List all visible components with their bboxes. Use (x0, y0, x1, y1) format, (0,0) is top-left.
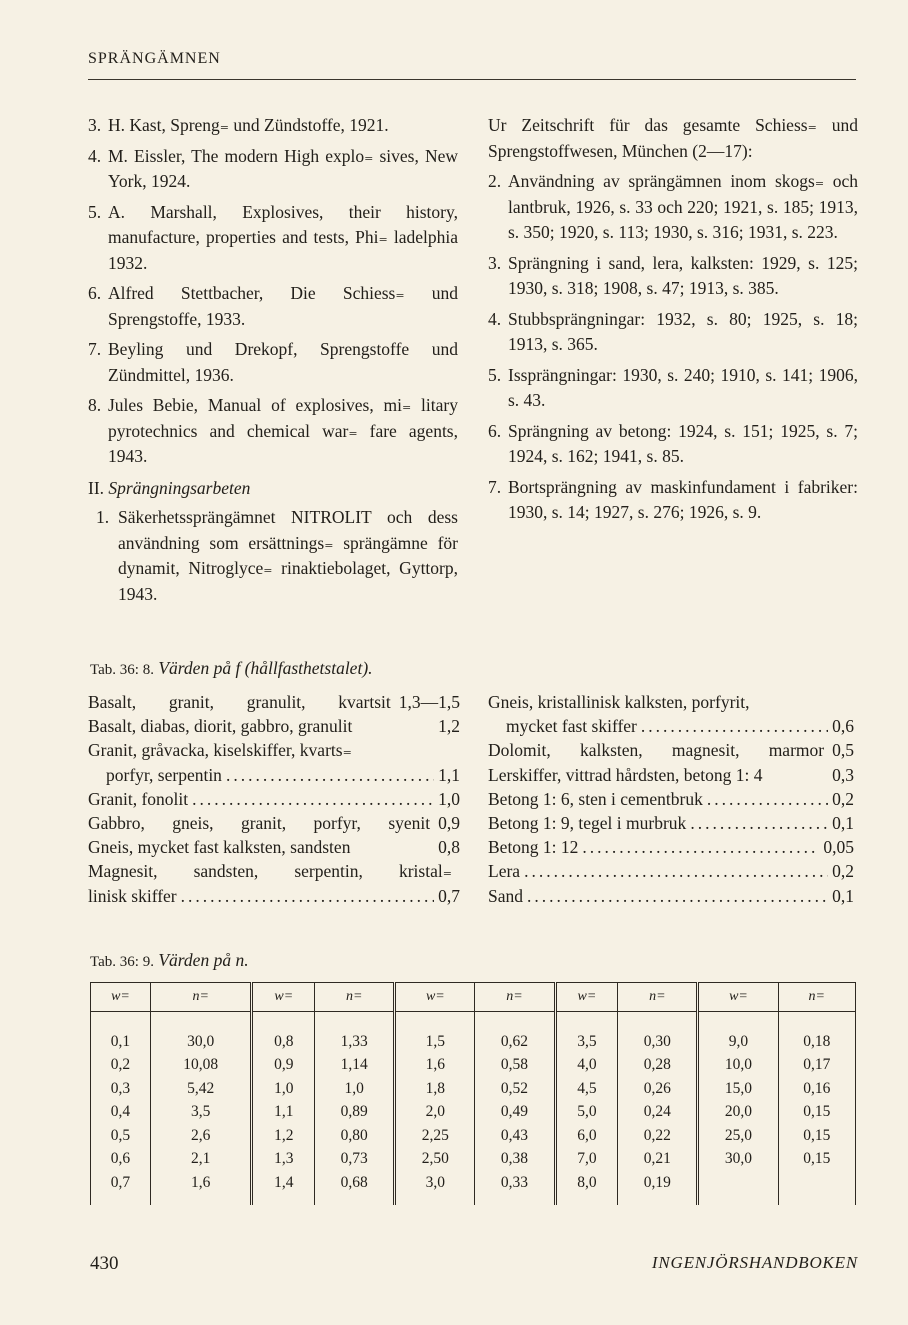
reference-item (488, 169, 858, 246)
w-column-header: w= (395, 983, 475, 1012)
reference-item (488, 251, 858, 302)
n-value: 2,1 (150, 1148, 251, 1172)
f-value: 0,1 (832, 813, 854, 834)
w-value: 1,0 (252, 1077, 315, 1101)
w-value: 0,7 (91, 1171, 151, 1205)
n-column-header: n= (315, 983, 395, 1012)
n-value: 0,68 (315, 1171, 395, 1205)
rock-type-label: Basalt, granit, granulit, kvartsit (88, 692, 391, 712)
n-value (778, 1171, 855, 1205)
reference-text: Alfred Stettbacher, Die Schiess₌ und Sprengstoffe, 1933. (108, 283, 458, 329)
table-9-row (91, 1148, 856, 1172)
w-value: 7,0 (555, 1148, 618, 1172)
reference-item (88, 505, 458, 607)
n-value: 0,28 (618, 1054, 698, 1078)
dot-leader (690, 811, 828, 835)
w-value: 2,0 (395, 1101, 475, 1125)
dot-leader (524, 859, 828, 883)
reference-text: Bortsprängning av maskinfundament i fabriker: 1930, s. 14; 1927, s. 276; 1926, s. 9. (508, 476, 858, 522)
reference-text: Sprängning av betong: 1924, s. 151; 1925, s. 7; 1924, s. 162; 1941, s. 85. (508, 420, 858, 466)
n-value: 0,15 (778, 1124, 855, 1148)
table-8-left-column (88, 690, 460, 908)
reference-number: 6. (488, 420, 502, 441)
rock-type-label: Betong 1: 12 (488, 837, 579, 858)
table-9-row (91, 1077, 856, 1101)
w-value: 10,0 (698, 1054, 778, 1078)
n-value: 0,33 (475, 1171, 555, 1205)
table-8-row (488, 714, 854, 738)
reference-text: Stubbsprängningar: 1932, s. 80; 1925, s. 18; 1913, s. 365. (508, 308, 858, 354)
w-value: 4,5 (555, 1077, 618, 1101)
reference-number: 3. (88, 115, 102, 135)
table-8-row (88, 690, 460, 714)
n-value: 0,19 (618, 1171, 698, 1205)
reference-number: 4. (488, 308, 502, 329)
n-value: 5,42 (150, 1077, 251, 1101)
reference-text: Jules Bebie, Manual of explosives, mi₌ litary pyrotechnics and chemical war₌ fare agents, 1943. (108, 395, 458, 466)
rock-type-label: Granit, fonolit (88, 788, 189, 809)
w-value (698, 1171, 778, 1205)
reference-text: Beyling und Drekopf, Sprengstoffe und Zündmittel, 1936. (108, 339, 458, 385)
n-value: 0,43 (475, 1124, 555, 1148)
table-8-row (488, 787, 854, 811)
n-value: 30,0 (150, 1012, 251, 1054)
table-8-row (88, 884, 460, 908)
f-value: 0,2 (832, 861, 854, 882)
reference-number: 5. (488, 364, 502, 385)
reference-item (488, 419, 858, 470)
reference-item (488, 307, 858, 358)
w-value: 0,9 (252, 1054, 315, 1078)
w-value: 0,4 (91, 1101, 151, 1125)
table-9-title: Värden på n. (158, 950, 249, 970)
w-value: 1,3 (252, 1148, 315, 1172)
f-value: 0,5 (832, 740, 854, 761)
table-8-row (88, 714, 460, 738)
book-title: INGENJÖRSHANDBOKEN (651, 1253, 858, 1272)
n-value: 0,16 (778, 1077, 855, 1101)
section-number: II. (88, 477, 105, 498)
rock-type-label: porfyr, serpentin (106, 764, 222, 785)
reference-text: A. Marshall, Explosives, their history, manufacture, properties and tests, Phi₌ ladelphia 1932. (108, 201, 458, 273)
w-column-header: w= (555, 983, 618, 1012)
reference-item (88, 393, 458, 470)
table-9-row (91, 1012, 856, 1054)
f-value: 0,05 (823, 837, 854, 858)
f-value: 0,6 (832, 716, 854, 737)
rock-type-label: Gneis, kristallinisk kalksten, porfyrit, (488, 692, 750, 712)
f-value: 1,3—1,5 (398, 692, 460, 712)
table-9-row (91, 1171, 856, 1205)
rock-type-label: Gneis, mycket fast kalksten, sandsten (88, 837, 351, 858)
rock-type-label: Basalt, diabas, diorit, gabbro, granulit (88, 716, 353, 737)
w-value: 2,50 (395, 1148, 475, 1172)
reference-number: 4. (88, 145, 102, 166)
n-column-header: n= (150, 983, 251, 1012)
reference-text: Säkerhetssprängämnet NITROLIT och dess användning som ersättnings₌ sprängämne för dynamit, Nitroglyce₌ rinaktiebolaget, Gyttorp, 1943. (118, 507, 458, 604)
w-value: 1,1 (252, 1101, 315, 1125)
table-8-row (88, 811, 460, 835)
n-value: 1,33 (315, 1012, 395, 1054)
table-9-label: Tab. 36: 9. (90, 954, 154, 970)
table-9-caption (90, 950, 249, 971)
w-value: 0,8 (252, 1012, 315, 1054)
n-value: 1,6 (150, 1171, 251, 1205)
dot-leader (181, 884, 434, 908)
f-value: 0,9 (438, 813, 460, 834)
w-value: 15,0 (698, 1077, 778, 1101)
running-title: SPRÄNGÄMNEN (88, 50, 221, 67)
rock-type-label: Lera (488, 861, 521, 882)
f-value: 0,8 (438, 837, 460, 858)
w-value: 0,2 (91, 1054, 151, 1078)
n-value: 3,5 (150, 1101, 251, 1125)
w-value: 1,8 (395, 1077, 475, 1101)
w-value: 0,6 (91, 1148, 151, 1172)
w-value: 1,5 (395, 1012, 475, 1054)
n-value: 0,58 (475, 1054, 555, 1078)
left-reference-list (88, 113, 458, 470)
reference-text: Användning av sprängämnen inom skogs₌ och lantbruk, 1926, s. 33 och 220; 1921, s. 185; 1913, s. 350; 1920, s. 113; 1930, s. 316; 1931, s. 223. (508, 171, 858, 242)
w-value: 0,1 (91, 1012, 151, 1054)
rock-type-label: Lerskiffer, vittrad hårdsten, betong 1: 4 (488, 764, 763, 785)
reference-number: 7. (488, 476, 502, 497)
reference-number: 2. (488, 171, 502, 191)
n-value: 0,18 (778, 1012, 855, 1054)
f-value: 0,1 (832, 885, 854, 906)
n-value: 2,6 (150, 1124, 251, 1148)
reference-number: 7. (88, 339, 102, 359)
reference-text: H. Kast, Spreng₌ und Zündstoffe, 1921. (108, 115, 389, 135)
n-value: 0,15 (778, 1101, 855, 1125)
table-8-row (488, 738, 854, 762)
reference-item (488, 363, 858, 414)
reference-item (88, 144, 458, 195)
table-8-row (488, 859, 854, 883)
section-item-list (88, 505, 458, 607)
dot-leader (707, 787, 828, 811)
reference-text: Issprängningar: 1930, s. 240; 1910, s. 141; 1906, s. 43. (508, 364, 858, 410)
reference-item (88, 200, 458, 277)
table-8-row (488, 884, 854, 908)
w-value: 5,0 (555, 1101, 618, 1125)
n-value: 0,26 (618, 1077, 698, 1101)
w-value: 25,0 (698, 1124, 778, 1148)
table-8-caption (90, 658, 373, 679)
right-reference-list (488, 169, 858, 526)
n-value: 0,73 (315, 1148, 395, 1172)
section-heading (88, 476, 458, 502)
f-value: 0,2 (832, 788, 854, 809)
rock-type-label: Magnesit, sandsten, serpentin, kristal₌ (88, 861, 452, 882)
table-8-row (488, 690, 854, 714)
w-value: 1,6 (395, 1054, 475, 1078)
w-column-header: w= (91, 983, 151, 1012)
header-rule (88, 79, 856, 80)
n-value: 0,52 (475, 1077, 555, 1101)
reference-number: 1. (96, 507, 110, 527)
n-value: 0,24 (618, 1101, 698, 1125)
table-8-label: Tab. 36: 8. (90, 662, 154, 678)
w-value: 9,0 (698, 1012, 778, 1054)
f-value: 1,2 (438, 716, 460, 737)
reference-item (88, 337, 458, 388)
dot-leader (192, 787, 434, 811)
w-value: 4,0 (555, 1054, 618, 1078)
f-value: 1,0 (438, 788, 460, 809)
w-column-header: w= (698, 983, 778, 1012)
dot-leader (582, 835, 819, 859)
reference-number: 8. (88, 395, 102, 415)
rock-type-label: linisk skiffer (88, 885, 177, 906)
dot-leader (226, 763, 434, 787)
reference-item (88, 281, 458, 332)
reference-item (488, 475, 858, 526)
w-column-header: w= (252, 983, 315, 1012)
n-value: 0,89 (315, 1101, 395, 1125)
w-value: 1,2 (252, 1124, 315, 1148)
reference-number: 3. (488, 252, 502, 273)
rock-type-label: Betong 1: 6, sten i cementbruk (488, 788, 703, 809)
w-value: 8,0 (555, 1171, 618, 1205)
table-8-title: Värden på f (hållfasthetstalet). (158, 658, 373, 678)
right-reference-column (488, 113, 858, 531)
rock-type-label: Granit, gråvacka, kiselskiffer, kvarts₌ (88, 740, 352, 761)
table-8-row (88, 763, 460, 787)
journal-intro: Ur Zeitschrift für das gesamte Schiess₌ und Sprengstoffwesen, München (2—17): (488, 115, 858, 161)
n-column-header: n= (778, 983, 855, 1012)
reference-item (88, 113, 458, 139)
table-9 (90, 982, 856, 1205)
n-value: 0,15 (778, 1148, 855, 1172)
table-8-row (488, 835, 854, 859)
left-reference-column (88, 113, 458, 607)
table-9-body (91, 1012, 856, 1205)
table-8-right-column (488, 690, 854, 908)
n-value: 0,21 (618, 1148, 698, 1172)
n-value: 0,22 (618, 1124, 698, 1148)
table-9-header-row (91, 983, 856, 1012)
rock-type-label: Sand (488, 885, 523, 906)
table-9-row (91, 1054, 856, 1078)
table-9-row (91, 1101, 856, 1125)
table-8-row (88, 859, 460, 883)
page-number: 430 (90, 1253, 119, 1274)
w-value: 30,0 (698, 1148, 778, 1172)
reference-number: 6. (88, 283, 102, 303)
n-value: 0,38 (475, 1148, 555, 1172)
w-value: 20,0 (698, 1101, 778, 1125)
n-value: 0,17 (778, 1054, 855, 1078)
f-value: 0,7 (438, 885, 460, 906)
f-value: 1,1 (438, 764, 460, 785)
table-8-row (488, 763, 854, 787)
table-8-row (488, 811, 854, 835)
n-value: 0,62 (475, 1012, 555, 1054)
reference-text: Sprängning i sand, lera, kalksten: 1929, s. 125; 1930, s. 318; 1908, s. 47; 1913, s. 385. (508, 252, 858, 298)
n-value: 10,08 (150, 1054, 251, 1078)
dot-leader (641, 714, 828, 738)
table-8-row (88, 787, 460, 811)
n-value: 0,80 (315, 1124, 395, 1148)
n-value: 1,14 (315, 1054, 395, 1078)
n-value: 1,0 (315, 1077, 395, 1101)
rock-type-label: Betong 1: 9, tegel i murbruk (488, 813, 687, 834)
rock-type-label: Gabbro, gneis, granit, porfyr, syenit (88, 813, 431, 834)
reference-number: 5. (88, 201, 102, 222)
f-value: 0,3 (832, 764, 854, 785)
w-value: 3,5 (555, 1012, 618, 1054)
reference-text: M. Eissler, The modern High explo₌ sives, New York, 1924. (108, 145, 458, 191)
table-8-row (88, 835, 460, 859)
n-column-header: n= (475, 983, 555, 1012)
rock-type-label: mycket fast skiffer (506, 716, 637, 737)
n-value: 0,49 (475, 1101, 555, 1125)
w-value: 1,4 (252, 1171, 315, 1205)
n-value: 0,30 (618, 1012, 698, 1054)
dot-leader (527, 884, 828, 908)
w-value: 2,25 (395, 1124, 475, 1148)
w-value: 0,5 (91, 1124, 151, 1148)
w-value: 6,0 (555, 1124, 618, 1148)
table-9-row (91, 1124, 856, 1148)
section-title: Sprängningsarbeten (108, 477, 251, 498)
rock-type-label: Dolomit, kalksten, magnesit, marmor (488, 740, 825, 761)
table-8-row (88, 738, 460, 762)
n-column-header: n= (618, 983, 698, 1012)
w-value: 3,0 (395, 1171, 475, 1205)
w-value: 0,3 (91, 1077, 151, 1101)
